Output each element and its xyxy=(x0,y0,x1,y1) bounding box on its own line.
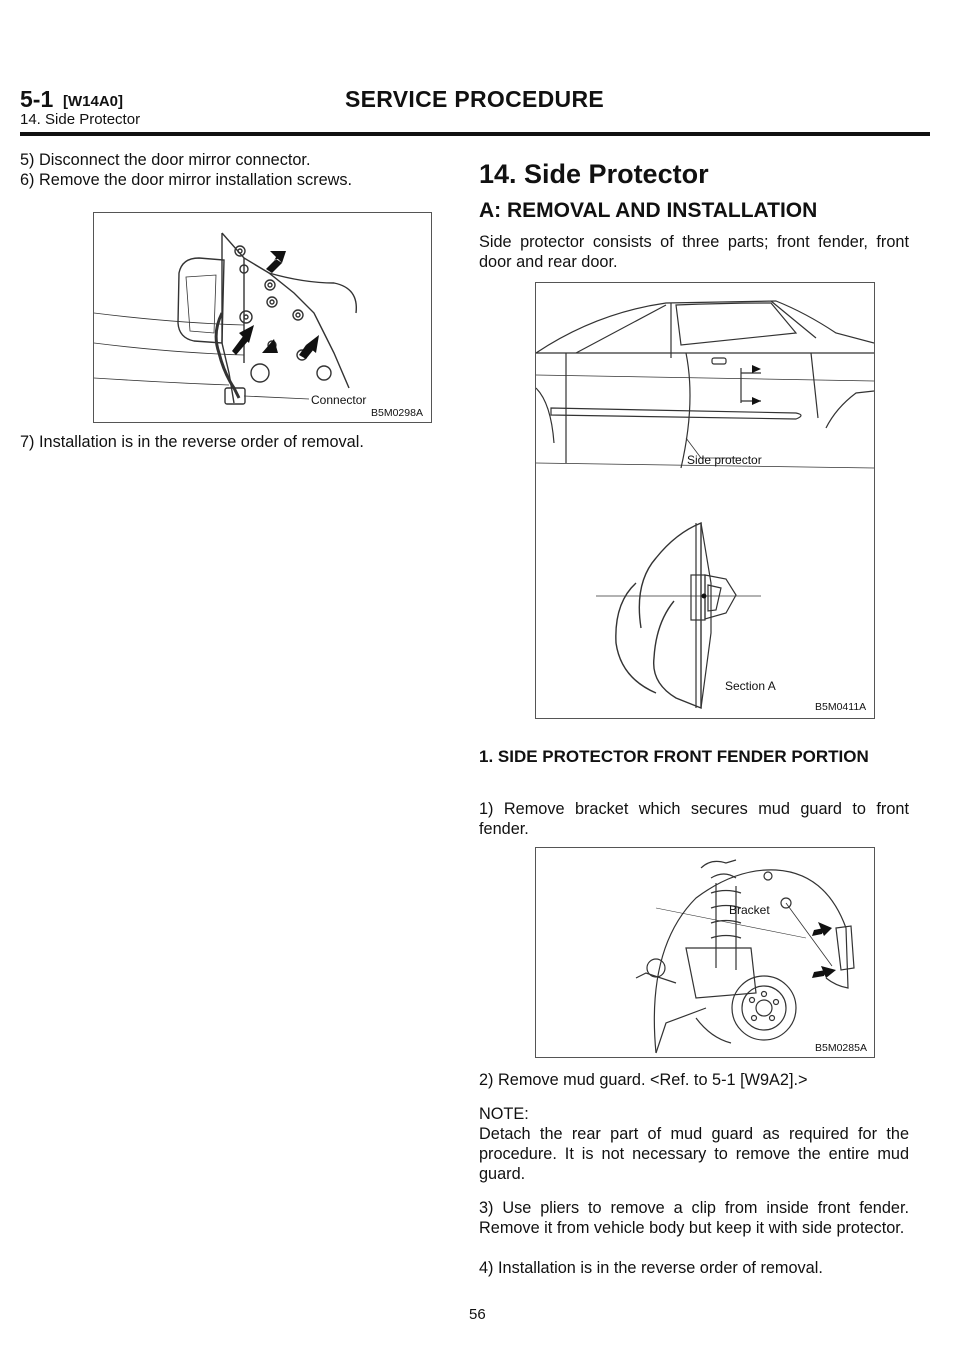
header-divider xyxy=(20,132,930,136)
part-1-heading: 1. SIDE PROTECTOR FRONT FENDER PORTION xyxy=(479,747,869,766)
page-subtitle: 14. Side Protector xyxy=(20,111,141,128)
step-5: 5) Disconnect the door mirror connector. xyxy=(20,151,311,169)
side-protector-illustration xyxy=(536,283,874,718)
section-number: 5-1 xyxy=(20,86,54,112)
note-text: Detach the rear part of mud guard as required for the procedure. It is not necessary to remove the entire mud guard. xyxy=(479,1125,909,1183)
intro-text: Side protector consists of three parts; front fender, front door and rear door. xyxy=(479,233,909,271)
figure-code: B5M0298A xyxy=(371,407,423,419)
section-a-label: Section A xyxy=(725,679,776,693)
step-3: 3) Use pliers to remove a clip from inside front fender. Remove it from vehicle body but keep it with side protector. xyxy=(479,1199,909,1237)
note-label: NOTE: xyxy=(479,1105,529,1123)
side-protector-label: Side protector xyxy=(687,453,762,467)
bracket-illustration xyxy=(536,848,874,1057)
bracket-label: Bracket xyxy=(729,903,770,917)
step-4: 4) Installation is in the reverse order of removal. xyxy=(479,1259,823,1277)
door-mirror-illustration xyxy=(94,213,431,422)
page-title: SERVICE PROCEDURE xyxy=(345,86,605,112)
step-2: 2) Remove mud guard. <Ref. to 5-1 [W9A2].> xyxy=(479,1071,808,1089)
page-number: 56 xyxy=(469,1306,486,1323)
figure-code: B5M0411A xyxy=(815,701,867,713)
figure-code: B5M0285A xyxy=(815,1042,867,1054)
figure-door-mirror xyxy=(93,212,432,423)
subsection-heading: A: REMOVAL AND INSTALLATION xyxy=(479,199,818,222)
section-heading: 14. Side Protector xyxy=(479,159,709,189)
page-header xyxy=(20,86,940,132)
connector-label: Connector xyxy=(311,393,367,407)
step-1: 1) Remove bracket which secures mud guard to front fender. xyxy=(479,800,909,838)
figure-bracket xyxy=(535,847,875,1058)
step-7: 7) Installation is in the reverse order of removal. xyxy=(20,433,364,451)
step-6: 6) Remove the door mirror installation screws. xyxy=(20,171,353,189)
figure-side-protector xyxy=(535,282,875,719)
section-code: [W14A0] xyxy=(63,93,124,110)
